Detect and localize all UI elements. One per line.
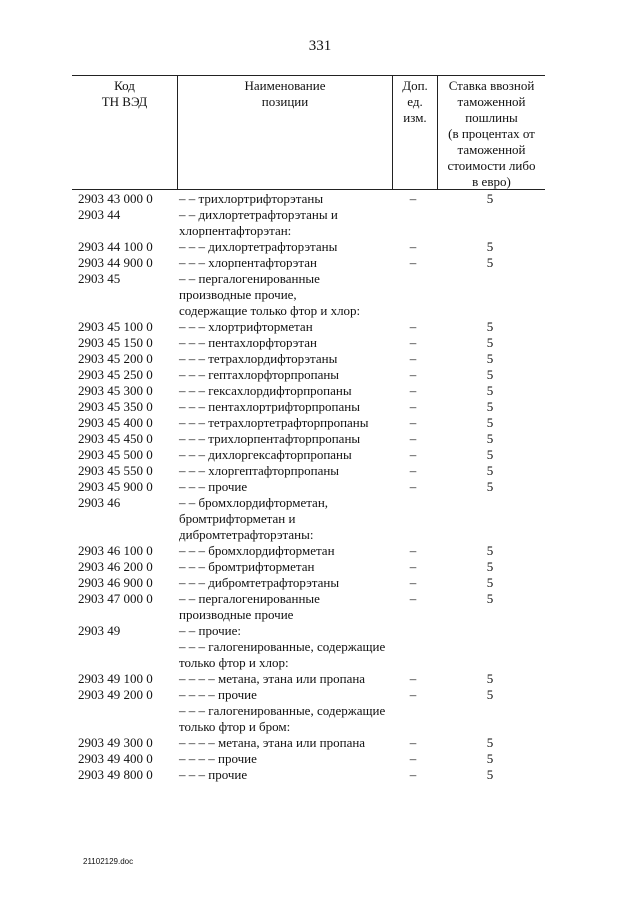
row-code: 2903 45 200 0 [78, 351, 153, 366]
row-unit: – [409, 575, 417, 590]
header-unit: Доп. ед. изм. [402, 78, 428, 125]
row-name: – – бромхлордифторметан, бромтрифторметан и дибромтетрафторэтаны: [179, 495, 329, 542]
row-code: 2903 46 200 0 [78, 559, 153, 574]
row-rate: 5 [486, 399, 494, 414]
row-code: 2903 45 900 0 [78, 479, 153, 494]
row-code: 2903 45 500 0 [78, 447, 153, 462]
row-rate [435, 495, 545, 543]
row-unit: – [409, 367, 417, 382]
row-name: – – – – прочие [179, 687, 257, 702]
row-unit [391, 271, 435, 319]
row-rate: 5 [486, 431, 494, 446]
row-unit: – [409, 351, 417, 366]
row-unit: – [409, 543, 417, 558]
table-row [72, 207, 545, 239]
row-name: – – – тетрахлортетрафторпропаны [179, 415, 369, 430]
row-rate: 5 [486, 191, 494, 206]
row-code: 2903 44 100 0 [78, 239, 153, 254]
row-name: – – дихлортетрафторэтаны и хлорпентафторэтан: [179, 207, 338, 238]
table-row [72, 623, 545, 639]
row-rate: 5 [486, 479, 494, 494]
row-unit: – [409, 463, 417, 478]
row-unit [391, 623, 435, 639]
row-unit: – [409, 751, 417, 766]
row-rate: 5 [486, 559, 494, 574]
row-unit [391, 639, 435, 671]
table-row [72, 751, 545, 767]
row-name: – – – – прочие [179, 751, 257, 766]
row-name: – – – гептахлорфторпропаны [179, 367, 340, 382]
row-rate [435, 703, 545, 735]
row-unit: – [409, 191, 417, 206]
row-unit: – [409, 687, 417, 702]
row-code: 2903 45 [78, 271, 121, 286]
row-unit: – [409, 767, 417, 782]
row-unit: – [409, 735, 417, 750]
row-unit: – [409, 239, 417, 254]
row-rate: 5 [486, 543, 494, 558]
row-code: 2903 43 000 0 [78, 191, 153, 206]
row-rate: 5 [486, 447, 494, 462]
row-name: – – – дихлоргексафторпропаны [179, 447, 352, 462]
row-name: – – – – метана, этана или пропана [179, 735, 366, 750]
row-rate: 5 [486, 575, 494, 590]
row-rate [435, 271, 545, 319]
row-code: 2903 46 [78, 495, 121, 510]
row-unit: – [409, 431, 417, 446]
row-name: – – пергалогенированные производные прочие, содержащие только фтор и хлор: [179, 271, 361, 318]
table-row [72, 239, 545, 255]
row-name: – – – прочие [179, 767, 248, 782]
row-code: 2903 45 250 0 [78, 367, 153, 382]
row-name: – – – хлортрифторметан [179, 319, 313, 334]
row-code: 2903 49 400 0 [78, 751, 153, 766]
row-rate: 5 [486, 239, 494, 254]
table-row [72, 367, 545, 383]
row-name: – – – галогенированные, содержащие только фтор и хлор: [179, 639, 386, 670]
row-name: – – прочие: [179, 623, 241, 638]
row-unit: – [409, 671, 417, 686]
header-name: Наименование позиции [244, 78, 326, 109]
row-rate: 5 [486, 255, 494, 270]
row-rate: 5 [486, 687, 494, 702]
table-row [72, 671, 545, 687]
table-row [72, 479, 545, 495]
row-name: – – – хлорпентафторэтан [179, 255, 317, 270]
row-rate: 5 [486, 463, 494, 478]
row-code: 2903 49 [78, 623, 121, 638]
table-row [72, 383, 545, 399]
row-rate [435, 207, 545, 239]
row-code: 2903 49 300 0 [78, 735, 153, 750]
row-unit: – [409, 335, 417, 350]
row-rate [435, 639, 545, 671]
row-name: – – трихлортрифторэтаны [179, 191, 324, 206]
page-number: 331 [308, 38, 332, 54]
table-row [72, 559, 545, 575]
row-unit: – [409, 591, 417, 606]
row-code: 2903 45 350 0 [78, 399, 153, 414]
row-code: 2903 45 100 0 [78, 319, 153, 334]
table-top-rule [72, 75, 545, 76]
row-name: – – – прочие [179, 479, 248, 494]
row-name: – – – пентахлортрифторпропаны [179, 399, 360, 414]
row-name: – – – дихлортетрафторэтаны [179, 239, 338, 254]
row-name: – – – пентахлорфторэтан [179, 335, 317, 350]
table-row [72, 399, 545, 415]
table-row [72, 415, 545, 431]
table-row [72, 191, 545, 207]
tariff-table-body [72, 191, 545, 783]
row-rate [435, 623, 545, 639]
table-row [72, 703, 545, 735]
table-row [72, 463, 545, 479]
row-unit: – [409, 383, 417, 398]
row-name: – – пергалогенированные производные прочие [179, 591, 320, 622]
table-row [72, 495, 545, 543]
header-code: Код ТН ВЭД [101, 78, 148, 109]
row-name: – – – бромтрифторметан [179, 559, 315, 574]
row-name: – – – – метана, этана или пропана [179, 671, 366, 686]
row-code [72, 639, 177, 671]
table-row [72, 591, 545, 623]
row-unit: – [409, 255, 417, 270]
row-rate: 5 [486, 767, 494, 782]
row-rate: 5 [486, 591, 494, 606]
row-rate: 5 [486, 351, 494, 366]
row-unit [391, 495, 435, 543]
table-row [72, 575, 545, 591]
row-rate: 5 [486, 335, 494, 350]
row-rate: 5 [486, 735, 494, 750]
row-unit [391, 207, 435, 239]
row-rate: 5 [486, 671, 494, 686]
row-code: 2903 46 900 0 [78, 575, 153, 590]
row-unit: – [409, 319, 417, 334]
row-rate: 5 [486, 751, 494, 766]
row-code: 2903 45 150 0 [78, 335, 153, 350]
table-row [72, 431, 545, 447]
table-row [72, 319, 545, 335]
row-rate: 5 [486, 319, 494, 334]
document-filename: 21102129.doc [83, 857, 134, 866]
row-code: 2903 47 000 0 [78, 591, 153, 606]
row-rate: 5 [486, 383, 494, 398]
row-name: – – – бромхлордифторметан [179, 543, 335, 558]
table-row [72, 767, 545, 783]
row-name: – – – хлоргептафторпропаны [179, 463, 340, 478]
table-row [72, 255, 545, 271]
row-code: 2903 45 550 0 [78, 463, 153, 478]
row-name: – – – гексахлордифторпропаны [179, 383, 352, 398]
row-unit: – [409, 399, 417, 414]
row-code: 2903 49 100 0 [78, 671, 153, 686]
header-rate: Ставка ввозной таможенной пошлины (в процентах от таможенной стоимости либо в евро) [447, 78, 536, 189]
row-rate: 5 [486, 415, 494, 430]
row-name: – – – дибромтетрафторэтаны [179, 575, 340, 590]
table-row [72, 351, 545, 367]
row-rate: 5 [486, 367, 494, 382]
row-unit [391, 703, 435, 735]
row-unit: – [409, 479, 417, 494]
row-code: 2903 46 100 0 [78, 543, 153, 558]
table-row [72, 447, 545, 463]
row-code: 2903 44 900 0 [78, 255, 153, 270]
row-code: 2903 44 [78, 207, 121, 222]
row-unit: – [409, 447, 417, 462]
table-row [72, 735, 545, 751]
row-code [72, 703, 177, 735]
row-code: 2903 49 800 0 [78, 767, 153, 782]
row-code: 2903 49 200 0 [78, 687, 153, 702]
table-row [72, 335, 545, 351]
row-name: – – – тетрахлордифторэтаны [179, 351, 338, 366]
table-row [72, 639, 545, 671]
row-name: – – – галогенированные, содержащие только фтор и бром: [179, 703, 386, 734]
row-code: 2903 45 400 0 [78, 415, 153, 430]
table-row [72, 543, 545, 559]
row-unit: – [409, 559, 417, 574]
row-unit: – [409, 415, 417, 430]
row-name: – – – трихлорпентафторпропаны [179, 431, 361, 446]
table-row [72, 271, 545, 319]
row-code: 2903 45 450 0 [78, 431, 153, 446]
row-code: 2903 45 300 0 [78, 383, 153, 398]
table-row [72, 687, 545, 703]
